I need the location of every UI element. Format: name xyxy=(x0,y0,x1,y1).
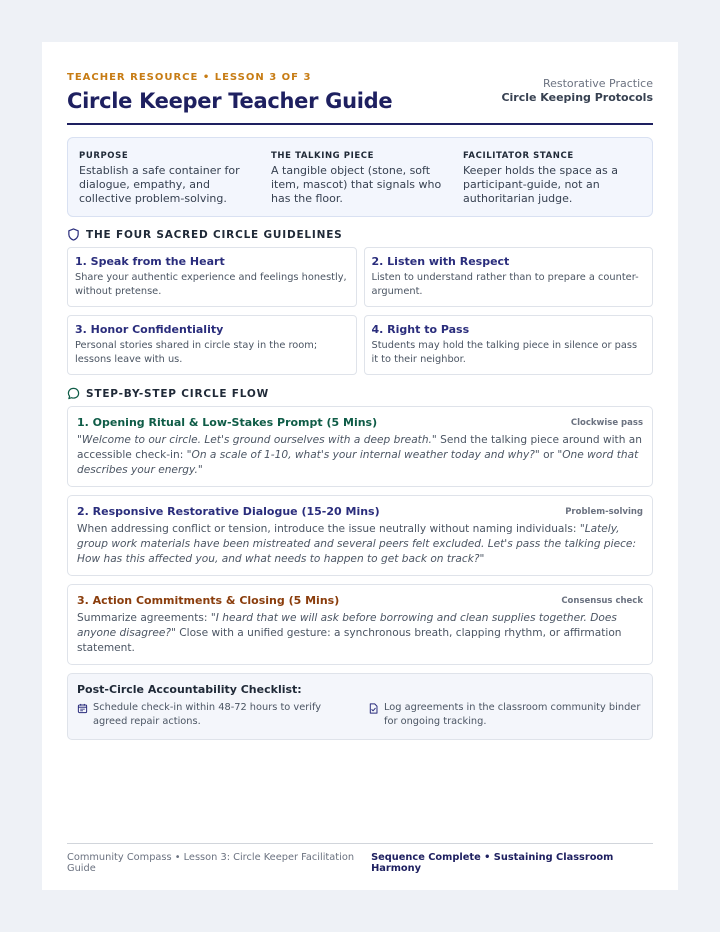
overview-text: Keeper holds the space as a participant-guide, not an authoritarian judge. xyxy=(463,164,618,205)
header-left xyxy=(67,72,392,113)
header-right xyxy=(501,72,653,104)
flow-quote: "I heard that we will ask before borrowing and clean supplies together. Does anyone disagree?" xyxy=(77,612,617,639)
guideline-text: Students may hold the talking piece in silence or pass it to their neighbor. xyxy=(371,340,638,365)
checklist-item xyxy=(77,701,352,729)
flow-heading xyxy=(67,387,653,400)
overview-label: THE TALKING PIECE xyxy=(271,151,375,161)
flow-text-run: or xyxy=(539,449,558,461)
flow-step xyxy=(67,584,653,665)
overview-text: Establish a safe container for dialogue, empathy, and collective problem-solving. xyxy=(79,164,240,205)
flow-quote: "One word that describes your energy." xyxy=(77,449,639,476)
footer-left: Community Compass • Lesson 3: Circle Keeper Facilitation Guide xyxy=(67,852,355,874)
flow-list xyxy=(67,406,653,665)
overview-panel xyxy=(67,137,653,217)
guideline-card xyxy=(364,247,654,307)
flow-step-header xyxy=(77,416,643,429)
document-icon xyxy=(368,703,379,714)
flow-step-tag: Consensus check xyxy=(561,595,643,606)
flow-step-header xyxy=(77,505,643,518)
flow-quote: "On a scale of 1-10, what's your internal weather today and why?" xyxy=(186,449,540,461)
overview-talking-piece xyxy=(271,151,449,206)
guideline-text: Personal stories shared in circle stay in the room; lessons leave with us. xyxy=(75,340,318,365)
overview-label: FACILITATOR STANCE xyxy=(463,151,574,161)
checklist-item-text: Log agreements in the classroom community binder for ongoing tracking. xyxy=(384,702,641,727)
guideline-title: 1. Speak from the Heart xyxy=(75,255,225,268)
flow-quote: "Welcome to our circle. Let's ground ourselves with a deep breath." xyxy=(77,434,437,446)
checklist-items xyxy=(77,701,643,729)
header xyxy=(67,72,653,125)
flow-step xyxy=(67,495,653,576)
calendar-icon xyxy=(77,703,88,714)
guideline-title: 2. Listen with Respect xyxy=(371,255,510,268)
checklist-item-text: Schedule check-in within 48-72 hours to verify agreed repair actions. xyxy=(93,702,322,727)
footer-right: Sequence Complete • Sustaining Classroom Harmony xyxy=(371,852,614,874)
checklist-title: Post-Circle Accountability Checklist: xyxy=(77,683,302,696)
page-title: Circle Keeper Teacher Guide xyxy=(67,89,393,113)
flow-text-run: Close with a unified gesture: a synchronous breath, clapping rhythm, or affirmation statement. xyxy=(77,627,622,654)
eyebrow: TEACHER RESOURCE • LESSON 3 OF 3 xyxy=(67,72,312,83)
guidelines-heading xyxy=(67,228,653,241)
flow-step-header xyxy=(77,594,643,607)
header-protocol: Circle Keeping Protocols xyxy=(501,91,653,104)
guidelines-grid xyxy=(67,247,653,375)
section-title: STEP-BY-STEP CIRCLE FLOW xyxy=(86,387,269,400)
guide-page xyxy=(42,42,678,890)
overview-text: A tangible object (stone, soft item, mascot) that signals who has the floor. xyxy=(271,164,442,205)
flow-step-text xyxy=(77,611,643,656)
overview-facilitator-stance xyxy=(463,151,641,206)
section-title: THE FOUR SACRED CIRCLE GUIDELINES xyxy=(86,228,343,241)
flow-text-run: When addressing conflict or tension, introduce the issue neutrally without naming individuals: xyxy=(77,523,580,535)
flow-text-run: Send the talking piece around with an accessible check-in: xyxy=(77,434,642,461)
overview-label: PURPOSE xyxy=(79,151,129,161)
guideline-card xyxy=(67,247,357,307)
shield-icon xyxy=(67,228,80,241)
guideline-text: Share your authentic experience and feelings honestly, without pretense. xyxy=(75,272,347,297)
flow-step-tag: Problem-solving xyxy=(565,506,643,517)
guideline-title: 4. Right to Pass xyxy=(371,323,470,336)
flow-quote: "Lately, group work materials have been mistreated and several peers felt excluded. Let's pass the talking piece: How has this affected you, and what needs to happen to get back on track?" xyxy=(77,523,637,565)
guideline-title: 3. Honor Confidentiality xyxy=(75,323,224,336)
flow-step-text xyxy=(77,433,643,478)
footer xyxy=(67,843,653,874)
checklist-item xyxy=(368,701,643,729)
flow-step xyxy=(67,406,653,487)
chat-bubble-icon xyxy=(67,387,80,400)
header-subtitle: Restorative Practice xyxy=(542,77,653,90)
flow-text-run: Summarize agreements: xyxy=(77,612,211,624)
guideline-text: Listen to understand rather than to prepare a counter-argument. xyxy=(371,272,639,297)
guideline-card xyxy=(364,315,654,375)
flow-step-title: 3. Action Commitments & Closing (5 Mins) xyxy=(77,594,340,607)
flow-step-title: 2. Responsive Restorative Dialogue (15-20 Mins) xyxy=(77,505,380,518)
flow-step-title: 1. Opening Ritual & Low-Stakes Prompt (5 Mins) xyxy=(77,416,378,429)
guideline-card xyxy=(67,315,357,375)
overview-purpose xyxy=(79,151,257,206)
flow-step-tag: Clockwise pass xyxy=(570,417,643,428)
accountability-checklist xyxy=(67,673,653,740)
flow-step-text xyxy=(77,522,643,567)
